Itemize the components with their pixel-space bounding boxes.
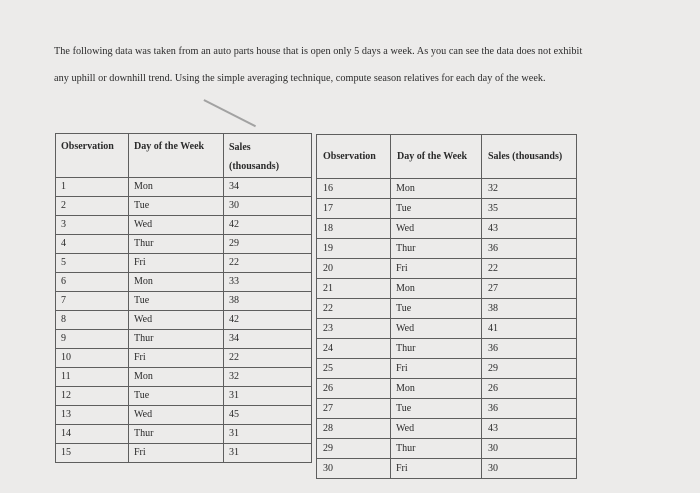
table-row — [317, 359, 577, 379]
sales-cell: 31 — [224, 387, 312, 406]
observation-cell: 20 — [317, 259, 391, 279]
sales-cell: 29 — [482, 359, 577, 379]
sales-cell: 35 — [482, 199, 577, 219]
observation-cell: 4 — [56, 235, 129, 254]
day-cell: Fri — [391, 259, 482, 279]
day-cell: Wed — [391, 319, 482, 339]
observation-cell: 6 — [56, 273, 129, 292]
problem-statement — [54, 38, 664, 92]
day-cell: Fri — [129, 444, 224, 463]
sales-cell: 29 — [224, 235, 312, 254]
table-header-row — [317, 135, 577, 179]
table-row — [56, 197, 312, 216]
table-row — [317, 319, 577, 339]
sales-cell: 30 — [224, 197, 312, 216]
day-cell: Tue — [391, 299, 482, 319]
day-cell: Fri — [391, 459, 482, 479]
sales-cell: 32 — [224, 368, 312, 387]
table-row — [317, 199, 577, 219]
sales-cell: 30 — [482, 439, 577, 459]
sales-cell: 27 — [482, 279, 577, 299]
sales-cell: 36 — [482, 339, 577, 359]
header-day-of-week: Day of the Week — [391, 135, 482, 179]
sales-cell: 42 — [224, 311, 312, 330]
table-header-row — [56, 134, 312, 178]
sales-cell: 38 — [224, 292, 312, 311]
table-row — [317, 419, 577, 439]
table-row — [56, 387, 312, 406]
sales-cell: 43 — [482, 219, 577, 239]
pen-stroke — [204, 99, 256, 127]
day-cell: Thur — [129, 235, 224, 254]
table-row — [317, 259, 577, 279]
table-row — [56, 368, 312, 387]
observation-cell: 10 — [56, 349, 129, 368]
header-observation: Observation — [317, 135, 391, 179]
sales-cell: 36 — [482, 399, 577, 419]
observation-cell: 25 — [317, 359, 391, 379]
day-cell: Fri — [391, 359, 482, 379]
sales-cell: 22 — [482, 259, 577, 279]
table-row — [56, 311, 312, 330]
sales-cell: 34 — [224, 178, 312, 197]
day-cell: Wed — [391, 219, 482, 239]
sales-cell: 22 — [224, 254, 312, 273]
table-row — [56, 444, 312, 463]
sales-cell: 36 — [482, 239, 577, 259]
day-cell: Mon — [129, 368, 224, 387]
day-cell: Thur — [391, 439, 482, 459]
table-row — [56, 254, 312, 273]
observation-cell: 14 — [56, 425, 129, 444]
observation-cell: 3 — [56, 216, 129, 235]
observation-cell: 11 — [56, 368, 129, 387]
table-row — [317, 179, 577, 199]
problem-line-1: The following data was taken from an auto parts house that is open only 5 days a week. As you can see the data does not exhibit — [54, 46, 583, 57]
observation-cell: 26 — [317, 379, 391, 399]
sales-cell: 30 — [482, 459, 577, 479]
day-cell: Mon — [129, 178, 224, 197]
observation-cell: 22 — [317, 299, 391, 319]
table-row — [317, 459, 577, 479]
sales-cell: 33 — [224, 273, 312, 292]
header-observation: Observation — [56, 134, 129, 178]
observation-cell: 29 — [317, 439, 391, 459]
day-cell: Tue — [129, 292, 224, 311]
table-row — [56, 216, 312, 235]
observation-cell: 16 — [317, 179, 391, 199]
table-row — [56, 235, 312, 254]
header-day-of-week: Day of the Week — [129, 134, 224, 178]
sales-cell: 38 — [482, 299, 577, 319]
observation-cell: 30 — [317, 459, 391, 479]
day-cell: Thur — [129, 425, 224, 444]
observation-cell: 5 — [56, 254, 129, 273]
day-cell: Tue — [391, 399, 482, 419]
right-table-body — [317, 179, 577, 479]
table-row — [317, 439, 577, 459]
day-cell: Thur — [129, 330, 224, 349]
sales-cell: 32 — [482, 179, 577, 199]
sales-cell: 43 — [482, 419, 577, 439]
observation-cell: 18 — [317, 219, 391, 239]
observation-cell: 9 — [56, 330, 129, 349]
sales-cell: 34 — [224, 330, 312, 349]
day-cell: Fri — [129, 349, 224, 368]
observation-cell: 27 — [317, 399, 391, 419]
day-cell: Mon — [391, 379, 482, 399]
left-table-body — [56, 178, 312, 463]
observation-cell: 19 — [317, 239, 391, 259]
sales-cell: 26 — [482, 379, 577, 399]
day-cell: Tue — [129, 387, 224, 406]
day-cell: Mon — [391, 179, 482, 199]
observation-cell: 13 — [56, 406, 129, 425]
day-cell: Thur — [391, 239, 482, 259]
day-cell: Mon — [391, 279, 482, 299]
observation-cell: 15 — [56, 444, 129, 463]
header-sales — [224, 134, 312, 178]
table-row — [56, 349, 312, 368]
observation-cell: 8 — [56, 311, 129, 330]
sales-cell: 42 — [224, 216, 312, 235]
day-cell: Mon — [129, 273, 224, 292]
table-row — [56, 273, 312, 292]
sales-cell: 45 — [224, 406, 312, 425]
table-row — [56, 292, 312, 311]
header-sales: Sales (thousands) — [482, 135, 577, 179]
table-row — [317, 239, 577, 259]
observation-cell: 12 — [56, 387, 129, 406]
observation-cell: 28 — [317, 419, 391, 439]
day-cell: Tue — [391, 199, 482, 219]
table-row — [317, 299, 577, 319]
observation-cell: 17 — [317, 199, 391, 219]
observation-cell: 23 — [317, 319, 391, 339]
observation-cell: 2 — [56, 197, 129, 216]
sales-cell: 22 — [224, 349, 312, 368]
problem-line-2: any uphill or downhill trend. Using the simple averaging technique, compute season relatives for each day of the week. — [54, 73, 546, 84]
observation-cell: 1 — [56, 178, 129, 197]
day-cell: Wed — [391, 419, 482, 439]
observation-cell: 21 — [317, 279, 391, 299]
day-cell: Wed — [129, 311, 224, 330]
sales-table-left — [55, 133, 312, 463]
table-row — [56, 406, 312, 425]
observation-cell: 7 — [56, 292, 129, 311]
sales-cell: 41 — [482, 319, 577, 339]
table-row — [56, 330, 312, 349]
table-row — [317, 339, 577, 359]
sales-table-right — [316, 134, 577, 479]
table-row — [56, 425, 312, 444]
observation-cell: 24 — [317, 339, 391, 359]
day-cell: Fri — [129, 254, 224, 273]
table-row — [56, 178, 312, 197]
day-cell: Wed — [129, 406, 224, 425]
table-row — [317, 279, 577, 299]
sales-cell: 31 — [224, 425, 312, 444]
table-row — [317, 399, 577, 419]
header-sales-label: Sales (thousands) — [229, 142, 280, 172]
table-row — [317, 219, 577, 239]
day-cell: Wed — [129, 216, 224, 235]
table-row — [317, 379, 577, 399]
day-cell: Tue — [129, 197, 224, 216]
day-cell: Thur — [391, 339, 482, 359]
sales-cell: 31 — [224, 444, 312, 463]
